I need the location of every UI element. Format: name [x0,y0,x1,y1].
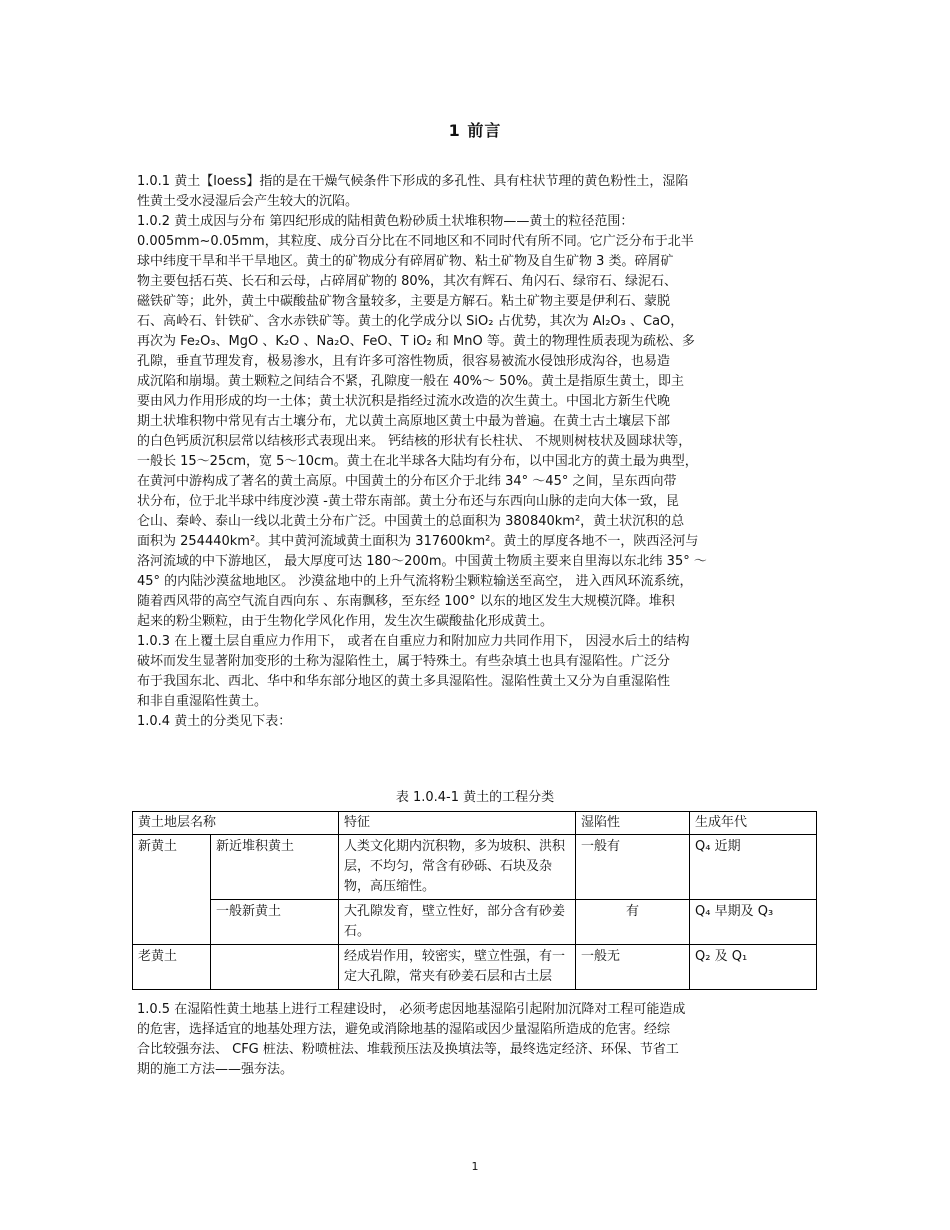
header-feature: 特征 [339,812,576,835]
table-header-row [133,812,817,835]
text-line: 球中纬度干旱和半干旱地区。黄土的矿物成分有碎屑矿物、粘土矿物及自生矿物 3 类。碎屑矿 [137,254,674,269]
section-title: 1 前言 [448,121,502,140]
cell-collapsibility: 有 [576,900,690,945]
text-line: 合比较强夯法、 CFG 桩法、粉喷桩法、堆载预压法及换填法等，最终选定经济、环保、节省工 [137,1042,679,1057]
header-collapsibility: 湿陷性 [576,812,690,835]
text-line: 1.0.1 黄土【loess】指的是在干燥气候条件下形成的多孔性、具有柱状节理的黄色粉性土，湿陷 [137,174,689,189]
text-line: 磁铁矿等；此外，黄土中碳酸盐矿物含量较多，主要是方解石。粘土矿物主要是伊利石、蒙脱 [137,294,671,309]
table-caption: 表 1.0.4-1 黄土的工程分类 [395,790,555,805]
text-line: 和非自重湿陷性黄土。 [137,694,268,709]
text-line: 石、高岭石、针铁矿、含水赤铁矿等。黄土的化学成分以 SiO₂ 占优势，其次为 Al₂O₃ 、CaO， [137,314,684,329]
text-line: 的危害，选择适宜的地基处理方法，避免或消除地基的湿陷或因少量湿陷所造成的危害。经综 [137,1022,671,1037]
cell-collapsibility: 一般无 [576,945,690,990]
text-line: 物主要包括石英、长石和云母，占碎屑矿物的 80%，其次有辉石、角闪石、绿帘石、绿泥石、 [137,274,678,289]
text-line: 期土状堆积物中常见有古土壤分布，尤以黄土高原地区黄土中最为普遍。在黄土古土壤层下部 [137,414,671,429]
text-line: 布于我国东北、西北、华中和华东部分地区的黄土多具湿陷性。湿陷性黄土又分为自重湿陷性 [137,674,671,689]
text-line: 随着西风带的高空气流自西向东 、东南飘移，至东经 100° 以东的地区发生大规模沉降。堆积 [137,594,675,609]
body-text-2 [137,1000,817,1080]
text-line: 孔隙，垂直节理发育，极易渗水，且有许多可溶性物质，很容易被流水侵蚀形成沟谷，也易造 [137,354,671,369]
cell-age: Q₄ 近期 [690,835,817,900]
page-number: 1 [471,1160,479,1173]
text-line: 成沉陷和崩塌。黄土颗粒之间结合不紧，孔隙度一般在 40%～ 50%。黄土是指原生黄土，即主 [137,374,685,389]
cell-collapsibility: 一般有 [576,835,690,900]
text-line: 一般长 15～25cm，宽 5～10cm。黄土在北半球各大陆均有分布，以中国北方的黄土最为典型， [137,454,698,469]
loess-classification-table [132,811,817,990]
text-line: 仑山、秦岭、泰山一线以北黄土分布广泛。中国黄土的总面积为 380840km²，黄土状沉积的总 [137,514,685,529]
cell-feature: 经成岩作用，较密实，壁立性强，有一定大孔隙，常夹有砂姜石层和古土层 [339,945,576,990]
cell-group: 老黄土 [133,945,211,990]
cell-subtype: 一般新黄土 [211,900,339,945]
text-line: 面积为 254440km²。其中黄河流域黄土面积为 317600km²。黄土的厚度各地不一，陕西泾河与 [137,534,699,549]
cell-subtype [211,945,339,990]
text-line: 1.0.2 黄土成因与分布 第四纪形成的陆相黄色粉砂质土状堆积物——黄土的粒径范围： [137,214,634,229]
text-line: 1.0.3 在上覆土层自重应力作用下， 或者在自重应力和附加应力共同作用下， 因浸水后土的结构 [137,634,690,649]
text-line: 要由风力作用形成的均一土体；黄土状沉积是指经过流水改造的次生黄土。中国北方新生代晚 [137,394,671,409]
cell-feature: 人类文化期内沉积物，多为坡积、洪积层，不均匀，常含有砂砾、石块及杂物，高压缩性。 [339,835,576,900]
text-line: 状分布，位于北半球中纬度沙漠 -黄土带东南部。黄土分布还与东西向山脉的走向大体一致，昆 [137,494,679,509]
table-row [133,835,817,900]
text-line: 在黄河中游构成了著名的黄土高原。中国黄土的分布区介于北纬 34° ～45° 之间，呈东西向带 [137,474,677,489]
cell-group: 新黄土 [133,835,211,945]
text-line: 1.0.5 在湿陷性黄土地基上进行工程建设时， 必须考虑因地基湿陷引起附加沉降对工程可能造成 [137,1002,686,1017]
text-line: 洛河流域的中下游地区， 最大厚度可达 180～200m。中国黄土物质主要来自里海以东北纬 35° ～ [137,554,707,569]
cell-age: Q₄ 早期及 Q₃ [690,900,817,945]
text-line: 起来的粉尘颗粒，由于生物化学风化作用，发生次生碳酸盐化形成黄土。 [137,614,554,629]
table-row [133,900,817,945]
cell-age: Q₂ 及 Q₁ [690,945,817,990]
header-stratum-name: 黄土地层名称 [133,812,339,835]
text-line: 45° 的内陆沙漠盆地地区。 沙漠盆地中的上升气流将粉尘颗粒输送至高空， 进入西风环流系统， [137,574,693,589]
text-line: 再次为 Fe₂O₃、MgO 、K₂O 、Na₂O、FeO、T iO₂ 和 MnO 等。黄土的物理性质表现为疏松、多 [137,334,695,349]
table-row [133,945,817,990]
cell-subtype: 新近堆积黄土 [211,835,339,900]
cell-feature: 大孔隙发育，壁立性好，部分含有砂姜石。 [339,900,576,945]
text-line: 1.0.4 黄土的分类见下表： [137,714,292,729]
body-text [137,172,817,732]
text-line: 的白色钙质沉积层常以结核形式表现出来。 钙结核的形状有长柱状、 不规则树枝状及圆球状等， [137,434,692,449]
header-age: 生成年代 [690,812,817,835]
text-line: 性黄土受水浸湿后会产生较大的沉陷。 [137,194,359,209]
text-line: 0.005mm~0.05mm，其粒度、成分百分比在不同地区和不同时代有所不同。它广泛分布于北半 [137,234,694,249]
text-line: 期的施工方法——强夯法。 [137,1062,294,1077]
text-line: 破坏而发生显著附加变形的土称为湿陷性土，属于特殊土。有些杂填土也具有湿陷性。广泛分 [137,654,671,669]
